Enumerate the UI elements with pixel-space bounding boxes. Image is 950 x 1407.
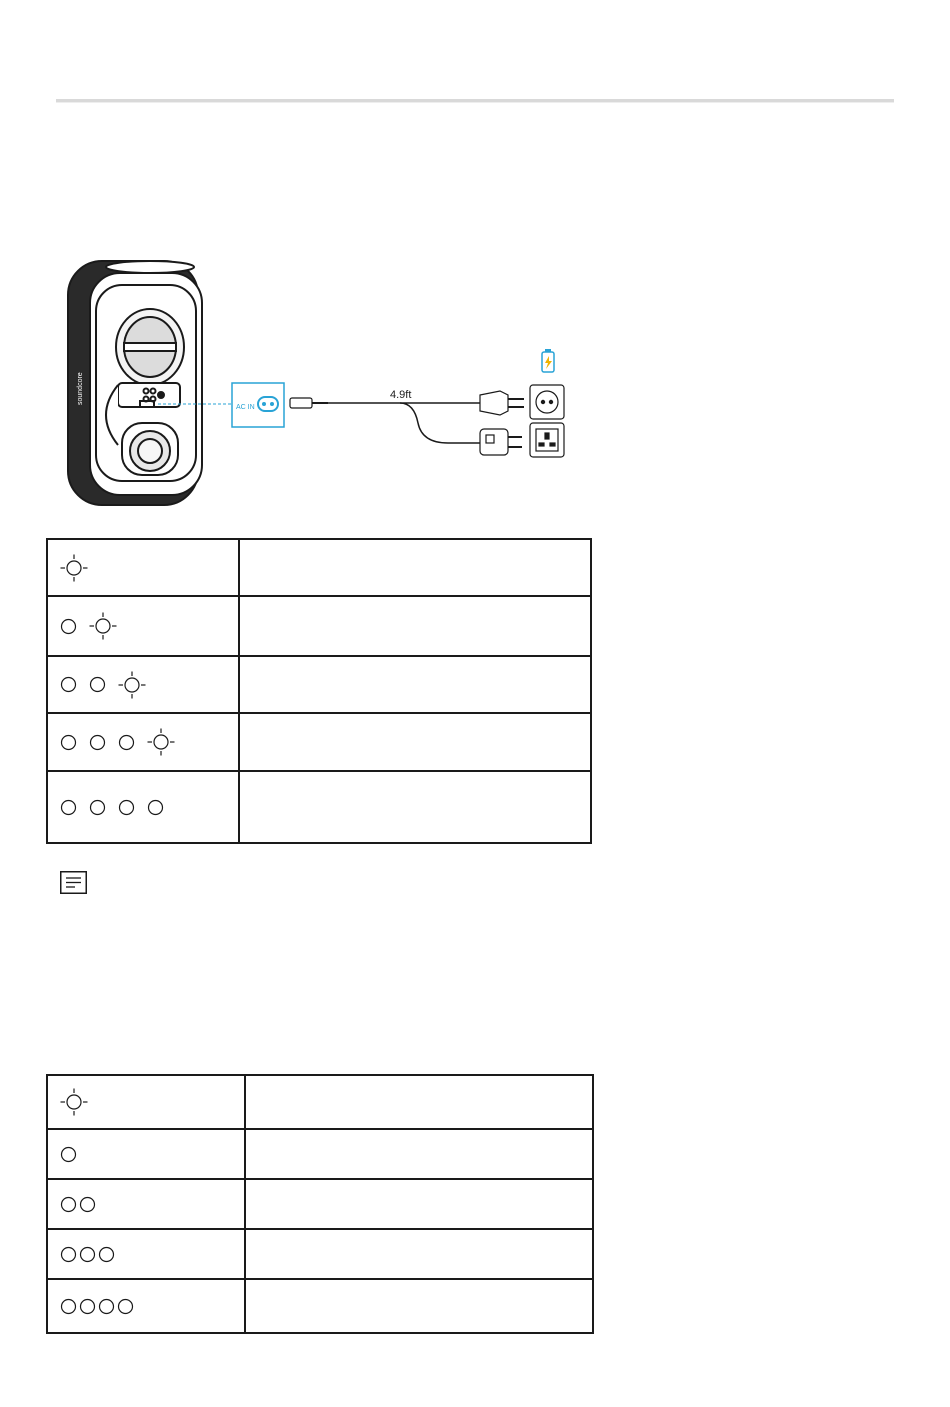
description-cell (239, 596, 591, 656)
led-dot-icon (118, 734, 135, 751)
description-cell (245, 1075, 593, 1129)
led-dot-icon (60, 1298, 77, 1315)
led-dot-icon (89, 799, 106, 816)
led-dot-icon (79, 1246, 96, 1263)
led-dot-icon (98, 1298, 115, 1315)
led-indicator-cell (47, 596, 239, 656)
led-dot-icon (98, 1246, 115, 1263)
led-dot-icon (60, 1146, 77, 1163)
led-indicator-cell (47, 1179, 245, 1229)
table-row (47, 656, 591, 713)
cable-length-label: 4.9ft (390, 389, 412, 401)
brand-label: soundcore (77, 372, 84, 405)
table-row (47, 1129, 593, 1179)
uk-socket-icon (530, 423, 564, 457)
led-dot-icon (89, 676, 106, 693)
led-dot-icon (89, 734, 106, 751)
description-cell (245, 1279, 593, 1333)
led-blinking-icon (60, 1088, 88, 1116)
description-cell (239, 771, 591, 843)
port-label: AC IN (236, 404, 255, 411)
led-dot-icon (117, 1298, 134, 1315)
led-indicator-cell (47, 539, 239, 596)
description-cell (245, 1129, 593, 1179)
led-dot-icon (60, 618, 77, 635)
table-row (47, 1075, 593, 1129)
table-row (47, 1179, 593, 1229)
led-indicator-cell (47, 713, 239, 771)
led-dot-icon (118, 799, 135, 816)
table-row (47, 596, 591, 656)
speaker-illustration (68, 261, 202, 505)
description-cell (245, 1229, 593, 1279)
cable-connector (290, 398, 328, 408)
battery-charging-icon (542, 349, 554, 372)
led-indicator-cell (47, 1229, 245, 1279)
table-row (47, 771, 591, 843)
description-cell (245, 1179, 593, 1229)
led-indicator-cell (47, 1279, 245, 1333)
battery-status-table (46, 1074, 594, 1334)
eu-socket-icon (530, 385, 564, 419)
note-icon (60, 871, 87, 894)
led-dot-icon (79, 1196, 96, 1213)
led-blinking-icon (147, 728, 175, 756)
header-rule (56, 99, 894, 103)
led-indicator-cell (47, 771, 239, 843)
led-indicator-cell (47, 1129, 245, 1179)
led-blinking-icon (89, 612, 117, 640)
led-indicator-cell (47, 1075, 245, 1129)
led-dot-icon (60, 1246, 77, 1263)
battery-level-table (46, 538, 592, 844)
led-dot-icon (60, 799, 77, 816)
table-row (47, 539, 591, 596)
led-dot-icon (79, 1298, 96, 1315)
charging-illustration (60, 255, 590, 510)
table-row (47, 713, 591, 771)
uk-plug-icon (480, 429, 522, 455)
led-blinking-icon (118, 671, 146, 699)
description-cell (239, 713, 591, 771)
led-blinking-icon (60, 554, 88, 582)
table-row (47, 1279, 593, 1333)
description-cell (239, 656, 591, 713)
description-cell (239, 539, 591, 596)
led-dot-icon (147, 799, 164, 816)
led-indicator-cell (47, 656, 239, 713)
led-dot-icon (60, 1196, 77, 1213)
led-dot-icon (60, 734, 77, 751)
eu-plug-icon (480, 391, 524, 415)
table-row (47, 1229, 593, 1279)
led-dot-icon (60, 676, 77, 693)
